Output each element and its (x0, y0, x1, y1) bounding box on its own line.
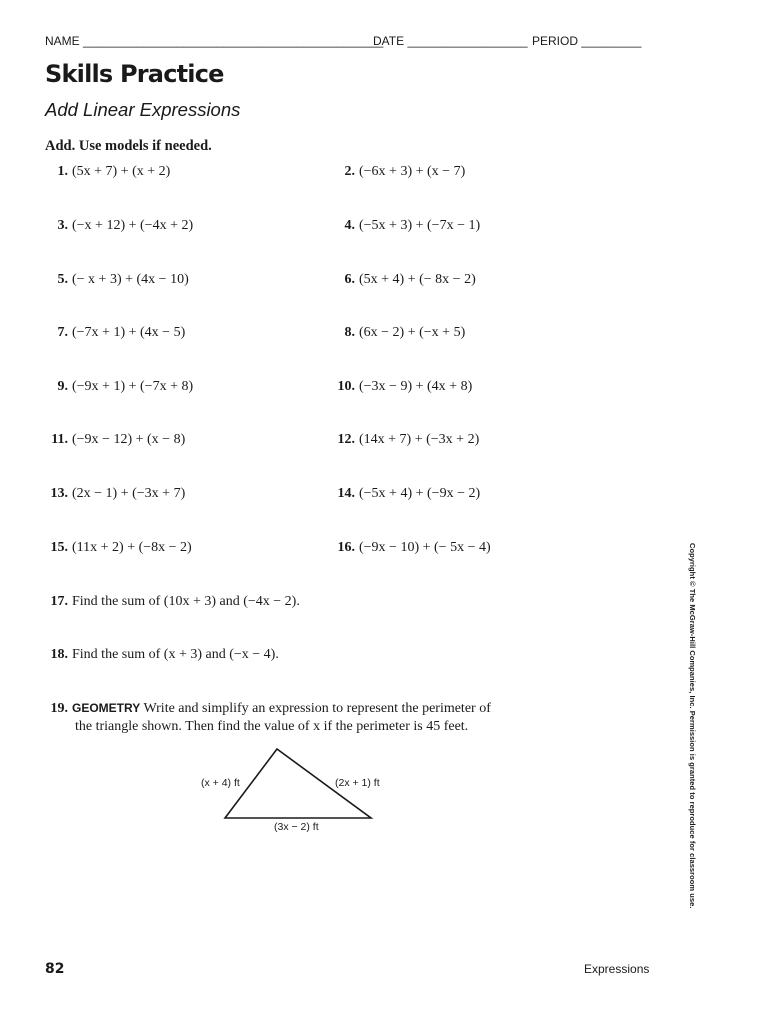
problem-7: 7. (−7x + 1) + (4x − 5) (57, 325, 186, 340)
problem-1: 1. (5x + 7) + (x + 2) (57, 164, 171, 179)
problem-6: 6. (5x + 4) + (− 8x − 2) (344, 272, 476, 287)
problem-19: 19. GEOMETRY Write and simplify an expression to represent the perimeter of (50, 701, 491, 716)
problem-10: 10. (−3x − 9) + (4x + 8) (337, 379, 473, 394)
footer-section-name: Expressions (584, 962, 650, 976)
geometry-label: GEOMETRY (72, 701, 141, 715)
name-field-label: NAME _____________________________________________ (45, 34, 384, 48)
period-field-label: PERIOD _________ (532, 34, 642, 48)
problem-11: 11. (−9x − 12) + (x − 8) (51, 432, 186, 447)
problem-4: 4. (−5x + 3) + (−7x − 1) (344, 218, 481, 233)
problem-8: 8. (6x − 2) + (−x + 5) (344, 325, 466, 340)
page-number: 82 (45, 961, 65, 977)
problem-9: 9. (−9x + 1) + (−7x + 8) (57, 379, 194, 394)
problem-12: 12. (14x + 7) + (−3x + 2) (337, 432, 480, 447)
problem-3: 3. (−x + 12) + (−4x + 2) (57, 218, 194, 233)
triangle-right-side-label: (2x + 1) ft (335, 777, 380, 789)
date-field-label: DATE __________________ (373, 34, 528, 48)
problem-5: 5. (− x + 3) + (4x − 10) (57, 272, 189, 287)
triangle-bottom-side-label: (3x − 2) ft (274, 821, 319, 833)
problem-16: 16. (−9x − 10) + (− 5x − 4) (337, 540, 491, 555)
problem-18: 18. Find the sum of (x + 3) and (−x − 4). (50, 647, 279, 662)
problem-19-line-2: the triangle shown. Then find the value of x if the perimeter is 45 feet. (75, 719, 469, 734)
problem-19-line-1: Write and simplify an expression to represent the perimeter of (143, 701, 491, 716)
page-title: Skills Practice (45, 60, 224, 88)
problem-14: 14. (−5x + 4) + (−9x − 2) (337, 486, 481, 501)
triangle-left-side-label: (x + 4) ft (201, 777, 240, 789)
copyright-notice: Copyright © The McGraw-Hill Companies, Inc. Permission is granted to reproduce for classroom use. (688, 543, 697, 909)
problem-17: 17. Find the sum of (10x + 3) and (−4x − 2). (50, 594, 300, 609)
page-subtitle: Add Linear Expressions (45, 99, 241, 120)
instructions: Add. Use models if needed. (45, 138, 212, 154)
problem-13: 13. (2x − 1) + (−3x + 7) (50, 486, 186, 501)
problem-2: 2. (−6x + 3) + (x − 7) (344, 164, 466, 179)
problem-15: 15. (11x + 2) + (−8x − 2) (50, 540, 192, 555)
